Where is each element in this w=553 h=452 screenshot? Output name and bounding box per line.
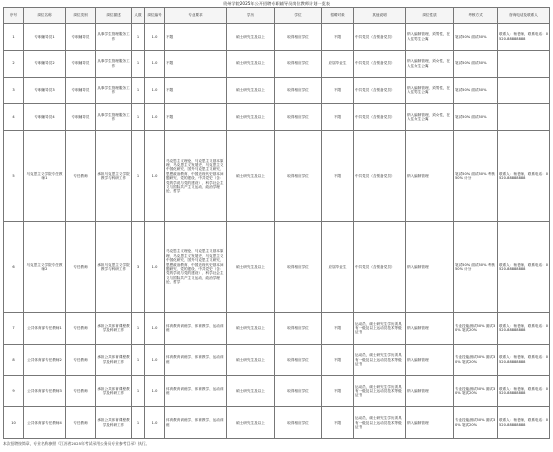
table-cell: 联系人：杨老师，联系电话：0520-88888888 [498, 344, 550, 375]
table-cell: 从事学生管理服务工作 [96, 24, 132, 51]
table-cell: 联系人：杨老师，联系电话：0520-88888888 [498, 131, 550, 222]
table-cell: 马克思主义理论、马克思主义基本原理、马克思主义发展史、马克思主义中国化研究、国外马克思主义研究、思想政治教育、中国近现代史基本问题研究、党的建设、中共党史（含：党的学说与党的建设）、科学社会主义与国际共产主义运动、政治学理论、哲学 [165, 131, 227, 222]
table-cell: 专任教师 [66, 222, 96, 313]
table-body [4, 24, 550, 439]
table-row [4, 24, 550, 51]
column-header: 其他说明 [354, 8, 406, 24]
table-row [4, 344, 550, 375]
table-cell: 1 [132, 313, 145, 344]
table-cell [498, 50, 550, 77]
table-cell: 专职辅导员2 [24, 50, 66, 77]
table-cell: 运动员，硕士研究生学历须具有一级及以上运动员技术等级证书 [354, 313, 406, 344]
table-cell: 专职辅导员1 [24, 24, 66, 51]
table-cell: 不限 [165, 24, 227, 51]
table-cell: 专职辅导员 [66, 77, 96, 104]
table-row [4, 77, 550, 104]
table-cell: 取得相应学位 [275, 407, 322, 439]
table-cell: 纳入编制管理 [406, 375, 454, 406]
table-cell: 9 [4, 375, 24, 406]
column-header: 岗位编号 [145, 8, 165, 24]
table-cell: 专任教师 [66, 375, 96, 406]
table-cell: 1 [132, 104, 145, 131]
table-cell: 纳入编制管理，须男性，在入住男生公寓 [406, 77, 454, 104]
table-cell: 笔试50% 面试50% [454, 104, 498, 131]
document-title: 贵州学院2025年公开招聘专职辅导员岗位教师计划一览表 [223, 1, 330, 6]
column-header: 咨询电话及联系人 [498, 8, 550, 24]
table-cell: 硕士研究生及以上 [227, 77, 275, 104]
table-cell: 专业技能测试50% 面试30% 笔试20% [454, 375, 498, 406]
column-header: 专业要求 [165, 8, 227, 24]
table-cell: 1.0 [145, 222, 165, 313]
column-header: 岗位类别 [66, 8, 96, 24]
table-cell: 体育教育训练学、体育教学、运动训练 [165, 344, 227, 375]
table-cell: 4 [4, 104, 24, 131]
table-cell: 7 [4, 313, 24, 344]
column-header: 学位 [275, 8, 322, 24]
table-cell: 硕士研究生及以上 [227, 50, 275, 77]
table-cell: 不限 [322, 313, 354, 344]
table-cell: 纳入编制管理 [406, 313, 454, 344]
table-cell: 运动员，硕士研究生学历须具有一级及以上运动员技术等级证书 [354, 344, 406, 375]
table-cell: 承担公共体育课程教学及科研工作 [96, 407, 132, 439]
table-cell: 硕士研究生及以上 [227, 104, 275, 131]
table-cell: 中共党员（含预备党员） [354, 50, 406, 77]
table-cell: 运动员，硕士研究生学历须具有一级及以上运动员技术等级证书 [354, 375, 406, 406]
table-cell: 1 [132, 375, 145, 406]
table-cell: 1 [132, 77, 145, 104]
table-row [4, 313, 550, 344]
column-header: 序号 [4, 8, 24, 24]
table-cell: 不限 [165, 50, 227, 77]
table-cell: 1.0 [145, 313, 165, 344]
table-cell: 取得相应学位 [275, 77, 322, 104]
table-cell: 3 [4, 77, 24, 104]
column-header: 学历 [227, 8, 275, 24]
table-cell: 2 [4, 50, 24, 77]
table-cell: 取得相应学位 [275, 344, 322, 375]
table-cell: 体育教育训练学、体育教学、运动训练 [165, 313, 227, 344]
table-cell: 1.0 [145, 104, 165, 131]
table-cell: 公共体育部专任教师3 [24, 375, 66, 406]
table-cell: 从事学生管理服务工作 [96, 77, 132, 104]
table-cell: 联系人：杨老师，联系电话：0520-88888888 [498, 407, 550, 439]
table-cell: 应届毕业生 [322, 222, 354, 313]
table-cell: 纳入编制管理，须女性，在入住女生公寓 [406, 50, 454, 77]
table-cell: 体育教育训练学、体育教学、运动训练 [165, 375, 227, 406]
table-cell: 纳入编制管理，须男性，在入住男生公寓 [406, 24, 454, 51]
table-cell: 硕士研究生及以上 [227, 407, 275, 439]
table-cell: 不限 [322, 131, 354, 222]
column-header: 岗位性质 [406, 8, 454, 24]
table-cell: 笔试50% 面试50% 考核50% 计分 [454, 222, 498, 313]
table-cell: 联系人：杨老师，联系电话：0520-88888888 [498, 375, 550, 406]
table-cell: 马克思主义学院专任教师1 [24, 131, 66, 222]
column-header: 人数 [132, 8, 145, 24]
table-cell: 1.0 [145, 77, 165, 104]
table-cell: 硕士研究生及以上 [227, 131, 275, 222]
table-cell: 1 [132, 131, 145, 222]
table-cell: 硕士研究生及以上 [227, 375, 275, 406]
table-cell: 从事学生管理服务工作 [96, 104, 132, 131]
table-cell: 1 [132, 50, 145, 77]
table-cell: 取得相应学位 [275, 50, 322, 77]
table-row [4, 222, 550, 313]
table-cell: 承担公共体育课程教学及科研工作 [96, 375, 132, 406]
table-cell: 专职辅导员3 [24, 77, 66, 104]
table-cell: 取得相应学位 [275, 375, 322, 406]
column-header: 岗位描述 [96, 8, 132, 24]
table-cell [498, 104, 550, 131]
table-cell: 不限 [322, 104, 354, 131]
table-cell: 专职辅导员4 [24, 104, 66, 131]
table-cell: 中共党员（含预备党员） [354, 104, 406, 131]
table-cell: 专业技能测试50% 面试30% 笔试20% [454, 407, 498, 439]
table-cell: 笔试50% 面试50% [454, 50, 498, 77]
table-cell: 1.0 [145, 131, 165, 222]
table-cell: 硕士研究生及以上 [227, 24, 275, 51]
table-cell: 纳入编制管理 [406, 222, 454, 313]
table-cell: 专任教师 [66, 407, 96, 439]
table-cell: 不限 [165, 104, 227, 131]
table-cell: 联系人：杨老师，联系电话：0520-88888888 [498, 222, 550, 313]
table-cell: 承担公共体育课程教学及科研工作 [96, 313, 132, 344]
table-cell: 纳入编制管理，须女性，在入住女生公寓 [406, 104, 454, 131]
table-cell: 1 [132, 407, 145, 439]
table-row [4, 375, 550, 406]
table-cell: 纳入编制管理 [406, 131, 454, 222]
table-cell: 中共党员（含预备党员） [354, 77, 406, 104]
table-cell: 专业技能测试50% 面试30% 笔试20% [454, 344, 498, 375]
table-cell: 不限 [322, 407, 354, 439]
table-cell: 硕士研究生及以上 [227, 222, 275, 313]
table-cell: 体育教育训练学、体育教学、运动训练 [165, 407, 227, 439]
table-cell: 专业技能测试50% 面试30% 笔试20% [454, 313, 498, 344]
table-cell: 公共体育部专任教师2 [24, 344, 66, 375]
table-cell: 硕士研究生及以上 [227, 313, 275, 344]
table-row [4, 104, 550, 131]
table-cell: 3 [132, 222, 145, 313]
table-cell: 笔试50% 面试50% [454, 24, 498, 51]
table-cell: 1 [132, 344, 145, 375]
table-cell: 1.0 [145, 407, 165, 439]
table-cell: 1.0 [145, 344, 165, 375]
table-cell: 笔试50% 面试50% 考核50% 计分 [454, 131, 498, 222]
table-cell: 马克思主义理论、马克思主义基本原理、马克思主义发展史、马克思主义中国化研究、国外马克思主义研究、思想政治教育、中国近现代史基本问题研究、党的建设、中共党史（含：党的学说与党的建设）、科学社会主义与国际共产主义运动、政治学理论、哲学 [165, 222, 227, 313]
table-cell: 不限 [165, 77, 227, 104]
table-cell: 取得相应学位 [275, 313, 322, 344]
table-cell: 硕士研究生及以上 [227, 344, 275, 375]
table-header-row [4, 8, 550, 24]
table-cell: 联系人：杨老师，联系电话：0520-88888888 [498, 24, 550, 51]
column-header: 岗位名称 [24, 8, 66, 24]
table-row [4, 50, 550, 77]
table-cell: 马克思主义学院专任教师2 [24, 222, 66, 313]
table-cell [498, 77, 550, 104]
table-cell: 不限 [322, 77, 354, 104]
table-cell: 承担马克思主义学院教学与科研工作 [96, 222, 132, 313]
table-cell: 专任教师 [66, 344, 96, 375]
table-cell: 承担公共体育课程教学及科研工作 [96, 344, 132, 375]
table-cell: 运动员，硕士研究生学历须具有一级及以上运动员技术等级证书 [354, 407, 406, 439]
column-header: 招聘对象 [322, 8, 354, 24]
table-cell: 笔试50% 面试50% [454, 77, 498, 104]
table-cell: 1.0 [145, 50, 165, 77]
table-cell: 从事学生管理服务工作 [96, 50, 132, 77]
table-cell: 不限 [322, 375, 354, 406]
table-cell: 纳入编制管理 [406, 407, 454, 439]
table-cell: 纳入编制管理 [406, 344, 454, 375]
table-cell: 6 [4, 222, 24, 313]
table-cell: 专职辅导员 [66, 50, 96, 77]
table-cell: 中共党员（含预备党员） [354, 222, 406, 313]
table-row [4, 407, 550, 439]
table-cell: 不限 [322, 344, 354, 375]
table-cell: 1.0 [145, 375, 165, 406]
table-cell: 5 [4, 131, 24, 222]
table-cell: 取得相应学位 [275, 24, 322, 51]
table-cell: 8 [4, 344, 24, 375]
table-cell: 取得相应学位 [275, 131, 322, 222]
table-cell: 应届毕业生 [322, 50, 354, 77]
document-footnote: 本次招聘按简章，专业名称参照《江苏省2025年考试录用公务员专业参考目录》执行。 [3, 441, 150, 446]
table-cell: 中共党员（含预备党员） [354, 131, 406, 222]
table-cell: 联系人：杨老师，联系电话：0520-88888888 [498, 313, 550, 344]
table-cell: 1.0 [145, 24, 165, 51]
table-cell: 承担马克思主义学院教学与科研工作 [96, 131, 132, 222]
table-cell: 1 [132, 24, 145, 51]
table-cell: 公共体育部专任教师4 [24, 407, 66, 439]
table-cell: 不限 [322, 24, 354, 51]
table-cell: 1 [4, 24, 24, 51]
table-cell: 专职辅导员 [66, 104, 96, 131]
table-cell: 中共党员（含预备党员） [354, 24, 406, 51]
table-cell: 专职辅导员 [66, 24, 96, 51]
table-cell: 10 [4, 407, 24, 439]
table-cell: 公共体育部专任教师1 [24, 313, 66, 344]
table-cell: 取得相应学位 [275, 222, 322, 313]
table-cell: 取得相应学位 [275, 104, 322, 131]
recruitment-table [3, 7, 550, 439]
column-header: 考核方式 [454, 8, 498, 24]
table-cell: 专任教师 [66, 131, 96, 222]
table-row [4, 131, 550, 222]
table-cell: 专任教师 [66, 313, 96, 344]
